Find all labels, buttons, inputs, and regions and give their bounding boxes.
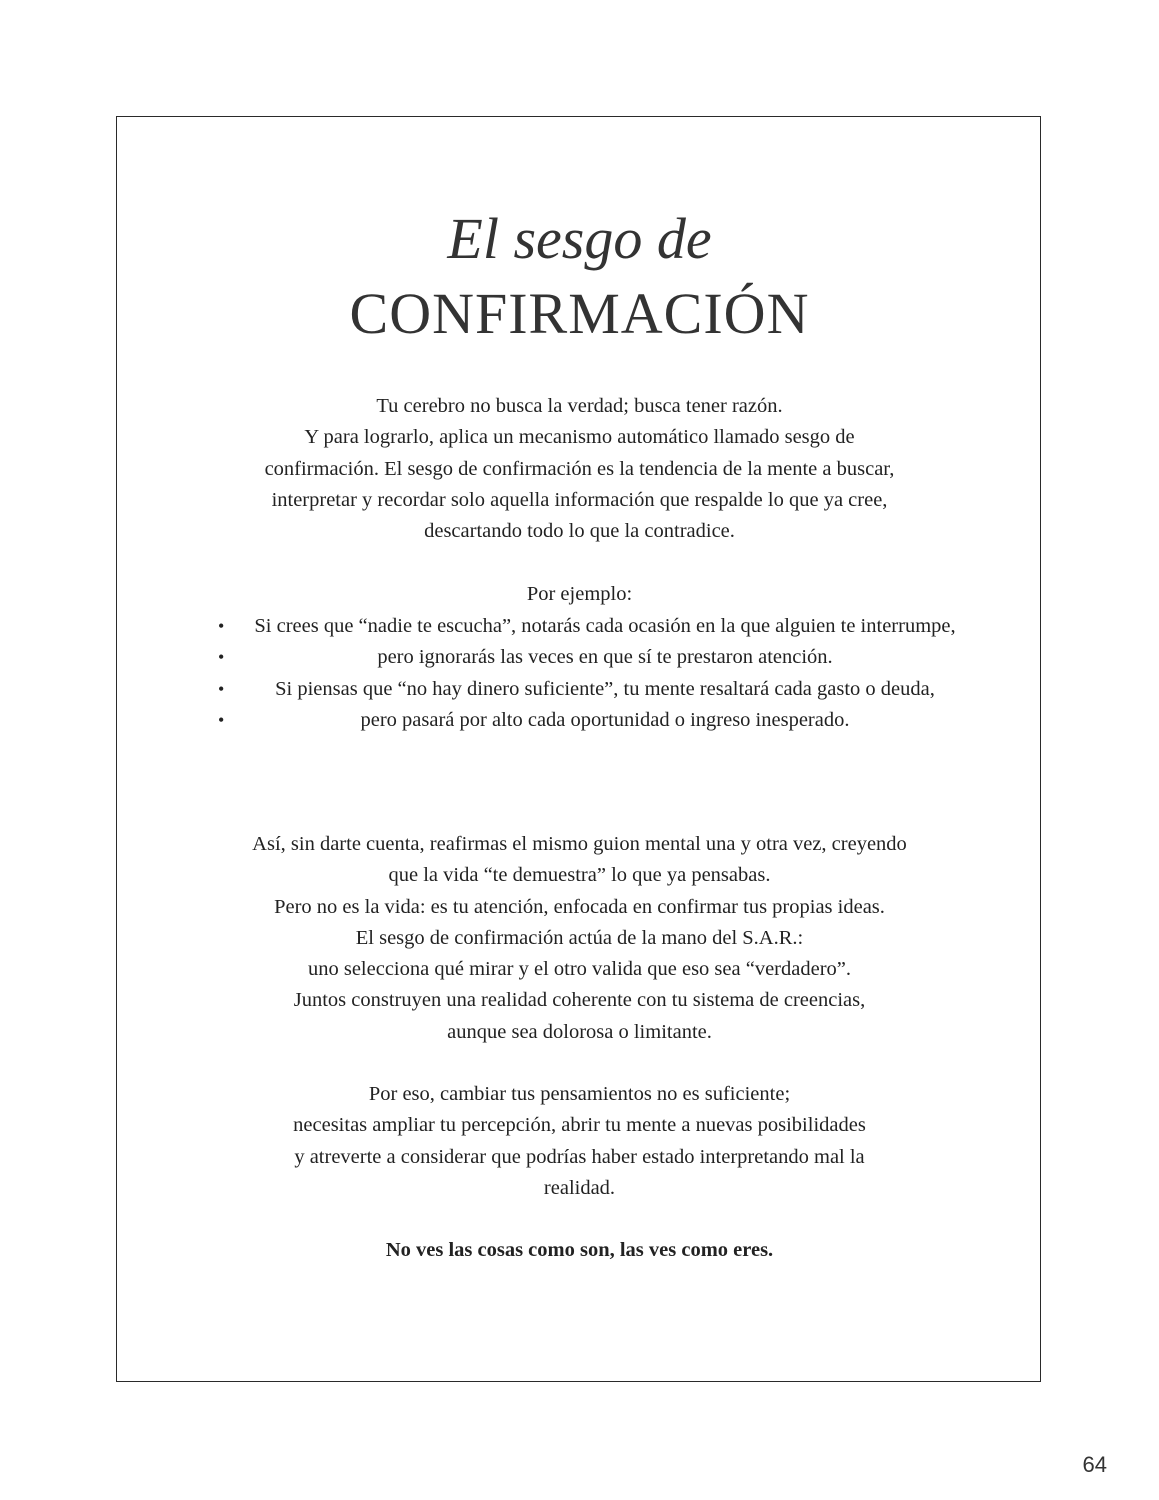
list-item-text: Si crees que “nadie te escucha”, notarás cada ocasión en la que alguien te interrumpe, xyxy=(254,615,956,637)
closing-quote: No ves las cosas como son, las ves como eres. xyxy=(385,1239,774,1261)
paragraph-line: Por eso, cambiar tus pensamientos no es suficiente; xyxy=(368,1083,791,1105)
intro-line: interpretar y recordar solo aquella información que respalde lo que ya cree, xyxy=(271,488,888,511)
title-main: CONFIRMACIÓN xyxy=(349,281,810,346)
list-item-text: pero pasará por alto cada oportunidad o ingreso inesperado. xyxy=(360,708,850,731)
paragraph-line: necesitas ampliar tu percepción, abrir tu mente a nuevas posibilidades xyxy=(293,1114,866,1137)
paragraph-line: El sesgo de confirmación actúa de la mano del S.A.R.: xyxy=(355,926,804,949)
paragraph-line: Juntos construyen una realidad coherente con tu sistema de creencias, xyxy=(293,989,866,1012)
list-item xyxy=(208,611,972,642)
bullet-icon: • xyxy=(218,709,225,730)
list-item-text: Si piensas que “no hay dinero suficiente”, tu mente resaltará cada gasto o deuda, xyxy=(275,677,935,700)
list-item xyxy=(208,642,972,673)
intro-line: descartando todo lo que la contradice. xyxy=(424,520,735,543)
title-italic: El sesgo de xyxy=(447,206,712,271)
list-item xyxy=(208,705,972,736)
page-number: 64 xyxy=(1082,1452,1107,1477)
paragraph-2 xyxy=(0,829,1159,1048)
paragraph-line: Así, sin darte cuenta, reafirmas el mismo guion mental una y otra vez, creyendo xyxy=(252,833,907,855)
list-item-text: pero ignorarás las veces en que sí te prestaron atención. xyxy=(377,646,833,669)
paragraph-line: realidad. xyxy=(543,1176,616,1199)
bullet-icon: • xyxy=(218,647,225,668)
paragraph-line: y atreverte a considerar que podrías haber estado interpretando mal la xyxy=(294,1145,865,1168)
list-item xyxy=(208,674,972,705)
paragraph-line: uno selecciona qué mirar y el otro valida que eso sea “verdadero”. xyxy=(307,958,851,981)
paragraph-line: aunque sea dolorosa o limitante. xyxy=(447,1020,712,1043)
intro-line: confirmación. El sesgo de confirmación es la tendencia de la mente a buscar, xyxy=(264,457,895,480)
example-list xyxy=(208,611,972,736)
bullet-icon: • xyxy=(218,616,225,636)
paragraph-line: Pero no es la vida: es tu atención, enfocada en confirmar tus propias ideas. xyxy=(274,895,885,918)
intro-line: Y para lograrlo, aplica un mecanismo automático llamado sesgo de xyxy=(304,426,855,449)
intro-line: Tu cerebro no busca la verdad; busca tener razón. xyxy=(376,395,783,417)
paragraph-line: que la vida “te demuestra” lo que ya pensabas. xyxy=(388,864,771,887)
intro-paragraph xyxy=(0,391,1159,547)
example-label: Por ejemplo: xyxy=(526,583,633,605)
bullet-icon: • xyxy=(218,678,225,699)
paragraph-3 xyxy=(0,1079,1159,1204)
